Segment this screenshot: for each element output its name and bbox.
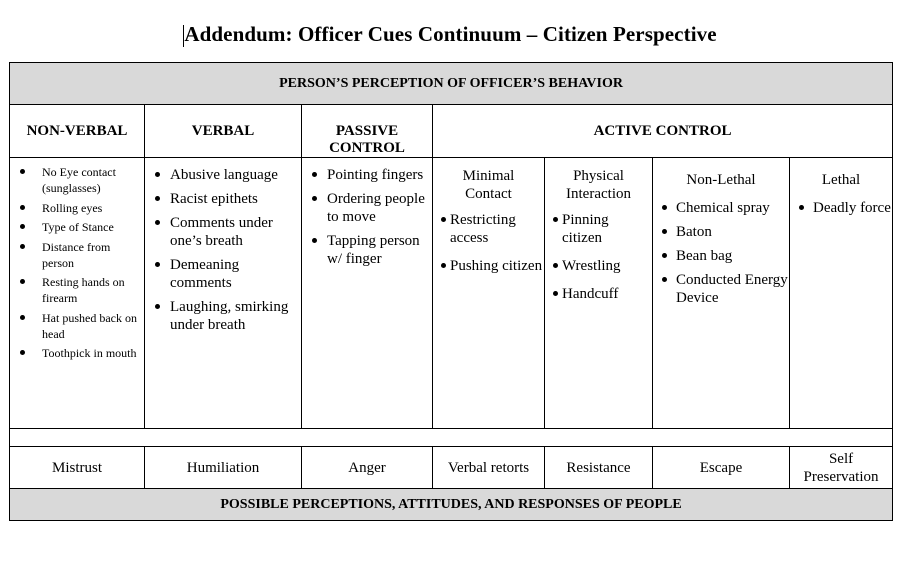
text-cursor: [183, 25, 184, 47]
list-item: Pushing citizen: [433, 257, 544, 275]
physical-interaction-label: Physical Interaction: [566, 168, 631, 202]
list-item: Type of Stance: [10, 219, 144, 235]
lethal-label: Lethal: [821, 172, 861, 188]
list-item: Distance from person: [10, 239, 144, 271]
list-item: Pointing fingers: [302, 166, 432, 184]
non-verbal-cell: [10, 158, 145, 429]
minimal-contact-label: Minimal Contact: [462, 168, 515, 202]
list-item: Wrestling: [545, 257, 652, 275]
non-lethal-cell: [653, 158, 790, 429]
list-item: Abusive language: [145, 166, 301, 184]
list-item: Bean bag: [653, 247, 789, 265]
response-mistrust: Mistrust: [10, 447, 145, 489]
list-item: Resting hands on firearm: [10, 274, 144, 306]
list-item: Restricting access: [433, 211, 544, 247]
response-humiliation: Humiliation: [145, 447, 302, 489]
list-item: Baton: [653, 223, 789, 241]
list-item: Racist epithets: [145, 190, 301, 208]
list-item: Laughing, smirking under breath: [145, 298, 301, 334]
header-non-verbal: NON-VERBAL: [10, 105, 145, 158]
list-item: Chemical spray: [653, 199, 789, 217]
header-verbal: VERBAL: [145, 105, 302, 158]
response-self-preservation-label: Self Preservation: [803, 450, 879, 485]
officer-cues-table: [9, 62, 893, 521]
header-active-control: ACTIVE CONTROL: [433, 105, 893, 158]
verbal-cell: [145, 158, 302, 429]
list-item: Demeaning comments: [145, 256, 301, 292]
bottom-banner: POSSIBLE PERCEPTIONS, ATTITUDES, AND RESPONSES OF PEOPLE: [10, 489, 893, 521]
response-verbal-retorts: Verbal retorts: [433, 447, 545, 489]
minimal-contact-cell: [433, 158, 545, 429]
response-escape: Escape: [653, 447, 790, 489]
list-item: Ordering people to move: [302, 190, 432, 226]
list-item: Pinning citizen: [545, 211, 652, 247]
list-item: Handcuff: [545, 285, 652, 303]
lethal-cell: [790, 158, 893, 429]
list-item: Hat pushed back on head: [10, 310, 144, 342]
list-item: No Eye contact (sunglasses): [10, 164, 144, 196]
response-resistance: Resistance: [545, 447, 653, 489]
list-item: Conducted Energy Device: [653, 271, 789, 307]
header-passive-label: PASSIVE CONTROL: [329, 123, 405, 156]
response-anger: Anger: [302, 447, 433, 489]
list-item: Rolling eyes: [10, 200, 144, 216]
non-lethal-label: Non-Lethal: [686, 172, 756, 188]
spacer-row: [10, 429, 893, 447]
response-self-preservation: [790, 447, 893, 489]
list-item: Toothpick in mouth: [10, 345, 144, 361]
physical-interaction-cell: [545, 158, 653, 429]
passive-cell: [302, 158, 433, 429]
header-passive-control: [302, 105, 433, 158]
list-item: Tapping person w/ finger: [302, 232, 432, 268]
top-banner: PERSON’S PERCEPTION OF OFFICER’S BEHAVIOR: [10, 63, 893, 105]
document-title: Addendum: Officer Cues Continuum – Citizen Perspective: [184, 22, 717, 46]
list-item: Deadly force: [790, 199, 892, 217]
list-item: Comments under one’s breath: [145, 214, 301, 250]
